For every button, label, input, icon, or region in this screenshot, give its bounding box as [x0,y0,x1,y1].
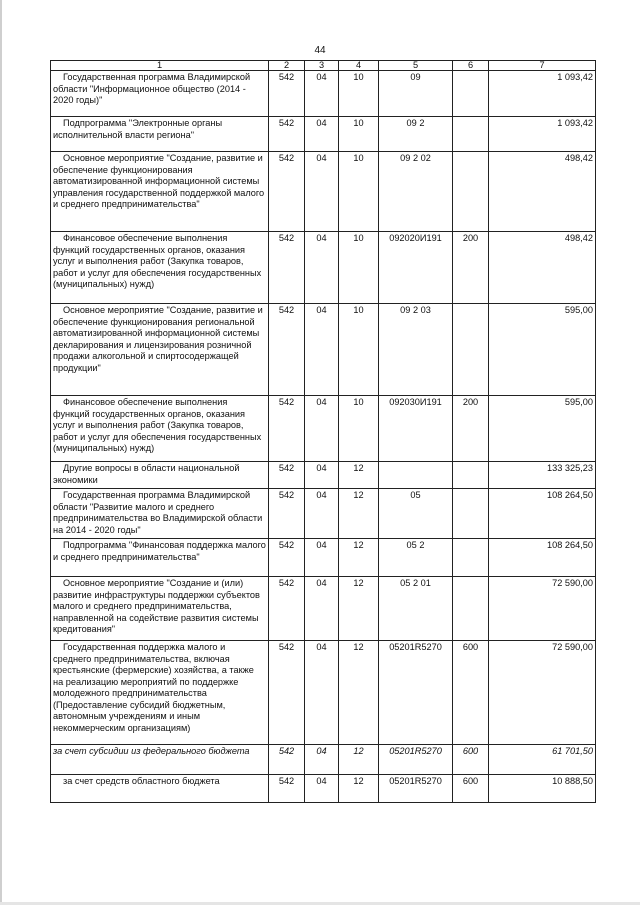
code-vr-cell [453,117,489,152]
amount-cell: 61 701,50 [489,745,596,775]
table-row [51,71,596,117]
row-name-cell: Другие вопросы в области национальной экономики [51,462,269,489]
row-name-cell: Государственная программа Владимирской области "Информационное общество (2014 - 2020 годы)" [51,71,269,117]
code-pr-cell: 12 [339,462,379,489]
code-vr-cell [453,489,489,539]
code-pr-cell: 10 [339,304,379,396]
code-vr-cell [453,577,489,641]
amount-cell: 10 888,50 [489,775,596,803]
row-name-cell: Финансовое обеспечение выполнения функций государственных органов, оказания услуг и выполнения работ (Закупка товаров, работ и услуг для обеспечения государственных (муниципальных) нужд) [51,396,269,462]
amount-cell: 1 093,42 [489,117,596,152]
code-rz-cell: 04 [305,462,339,489]
code-rz-cell: 04 [305,71,339,117]
code-gr-cell: 542 [269,71,305,117]
amount-cell: 72 590,00 [489,641,596,745]
table-row [51,745,596,775]
code-rz-cell: 04 [305,304,339,396]
code-csr-cell: 09 2 [379,117,453,152]
code-pr-cell: 12 [339,539,379,577]
code-csr-cell: 05201R5270 [379,641,453,745]
code-gr-cell: 542 [269,232,305,304]
amount-cell: 1 093,42 [489,71,596,117]
code-csr-cell: 09 2 02 [379,152,453,232]
row-name-cell: за счет средств областного бюджета [51,775,269,803]
column-header: 4 [339,61,379,71]
code-rz-cell: 04 [305,117,339,152]
table-row [51,539,596,577]
row-name-cell: Финансовое обеспечение выполнения функций государственных органов, оказания услуг и выполнения работ (Закупка товаров, работ и услуг для обеспечения государственных (муниципальных) нужд) [51,232,269,304]
code-gr-cell: 542 [269,745,305,775]
table-row [51,152,596,232]
code-rz-cell: 04 [305,152,339,232]
amount-cell: 498,42 [489,232,596,304]
code-gr-cell: 542 [269,152,305,232]
table-row [51,577,596,641]
amount-cell: 595,00 [489,396,596,462]
code-csr-cell: 09 [379,71,453,117]
table-row [51,462,596,489]
code-vr-cell: 200 [453,232,489,304]
row-name-cell: Подпрограмма "Финансовая поддержка малого и среднего предпринимательства" [51,539,269,577]
row-name-cell: Основное мероприятие "Создание и (или) развитие инфраструктуры поддержки субъектов малого и среднего предпринимательства, направленной на содействие развития системы кредитования" [51,577,269,641]
code-gr-cell: 542 [269,304,305,396]
code-vr-cell [453,462,489,489]
code-pr-cell: 10 [339,396,379,462]
table-row [51,641,596,745]
table-row [51,304,596,396]
code-gr-cell: 542 [269,641,305,745]
amount-cell: 108 264,50 [489,489,596,539]
code-pr-cell: 12 [339,775,379,803]
amount-cell: 108 264,50 [489,539,596,577]
code-vr-cell: 600 [453,745,489,775]
code-csr-cell: 05 [379,489,453,539]
header-row [51,61,596,71]
code-pr-cell: 12 [339,641,379,745]
amount-cell: 595,00 [489,304,596,396]
table-row [51,396,596,462]
code-vr-cell: 200 [453,396,489,462]
column-header: 6 [453,61,489,71]
code-gr-cell: 542 [269,117,305,152]
row-name-cell: Государственная программа Владимирской области "Развитие малого и среднего предпринимательства во Владимирской области на 2014 - 2020 годы" [51,489,269,539]
column-header: 3 [305,61,339,71]
column-header: 5 [379,61,453,71]
code-vr-cell [453,152,489,232]
column-header: 2 [269,61,305,71]
code-rz-cell: 04 [305,641,339,745]
code-pr-cell: 12 [339,489,379,539]
code-csr-cell: 092030И191 [379,396,453,462]
code-gr-cell: 542 [269,396,305,462]
code-vr-cell [453,304,489,396]
code-gr-cell: 542 [269,462,305,489]
column-header: 1 [51,61,269,71]
page-number: 44 [314,45,326,56]
code-csr-cell: 09 2 03 [379,304,453,396]
amount-cell: 498,42 [489,152,596,232]
code-rz-cell: 04 [305,577,339,641]
code-gr-cell: 542 [269,577,305,641]
amount-cell: 133 325,23 [489,462,596,489]
table-row [51,117,596,152]
code-pr-cell: 12 [339,577,379,641]
budget-table [50,60,596,803]
column-header: 7 [489,61,596,71]
code-gr-cell: 542 [269,489,305,539]
code-csr-cell: 05 2 01 [379,577,453,641]
code-rz-cell: 04 [305,396,339,462]
code-pr-cell: 10 [339,232,379,304]
table-row [51,489,596,539]
code-csr-cell: 092020И191 [379,232,453,304]
amount-cell: 72 590,00 [489,577,596,641]
row-name-cell: за счет субсидии из федерального бюджета [51,745,269,775]
code-pr-cell: 10 [339,71,379,117]
code-vr-cell [453,71,489,117]
code-rz-cell: 04 [305,232,339,304]
code-csr-cell [379,462,453,489]
row-name-cell: Государственная поддержка малого и среднего предпринимательства, включая крестьянские (фермерские) хозяйства, а также на реализацию мероприятий по поддержке молодежного предпринимательства (Предоставление субсидий бюджетным, автономным учреждениям и иным некоммерческим организациям) [51,641,269,745]
row-name-cell: Основное мероприятие "Создание, развитие и обеспечение функционирования региональной автоматизированной информационной системы декларирования и лицензирования розничной продажи алкогольной и спиртосодержащей продукции" [51,304,269,396]
code-csr-cell: 05201R5270 [379,745,453,775]
code-vr-cell: 600 [453,775,489,803]
code-vr-cell [453,539,489,577]
code-vr-cell: 600 [453,641,489,745]
table-row [51,775,596,803]
code-pr-cell: 12 [339,745,379,775]
code-pr-cell: 10 [339,117,379,152]
scan-edge-left [0,0,2,905]
code-rz-cell: 04 [305,775,339,803]
row-name-cell: Подпрограмма "Электронные органы исполнительной власти региона" [51,117,269,152]
code-rz-cell: 04 [305,489,339,539]
code-pr-cell: 10 [339,152,379,232]
code-gr-cell: 542 [269,775,305,803]
row-name-cell: Основное мероприятие "Создание, развитие и обеспечение функционирования автоматизированной информационной системы управления государственной поддержкой малого и среднего предпринимательства" [51,152,269,232]
code-csr-cell: 05201R5270 [379,775,453,803]
table-row [51,232,596,304]
code-rz-cell: 04 [305,745,339,775]
code-rz-cell: 04 [305,539,339,577]
code-gr-cell: 542 [269,539,305,577]
code-csr-cell: 05 2 [379,539,453,577]
